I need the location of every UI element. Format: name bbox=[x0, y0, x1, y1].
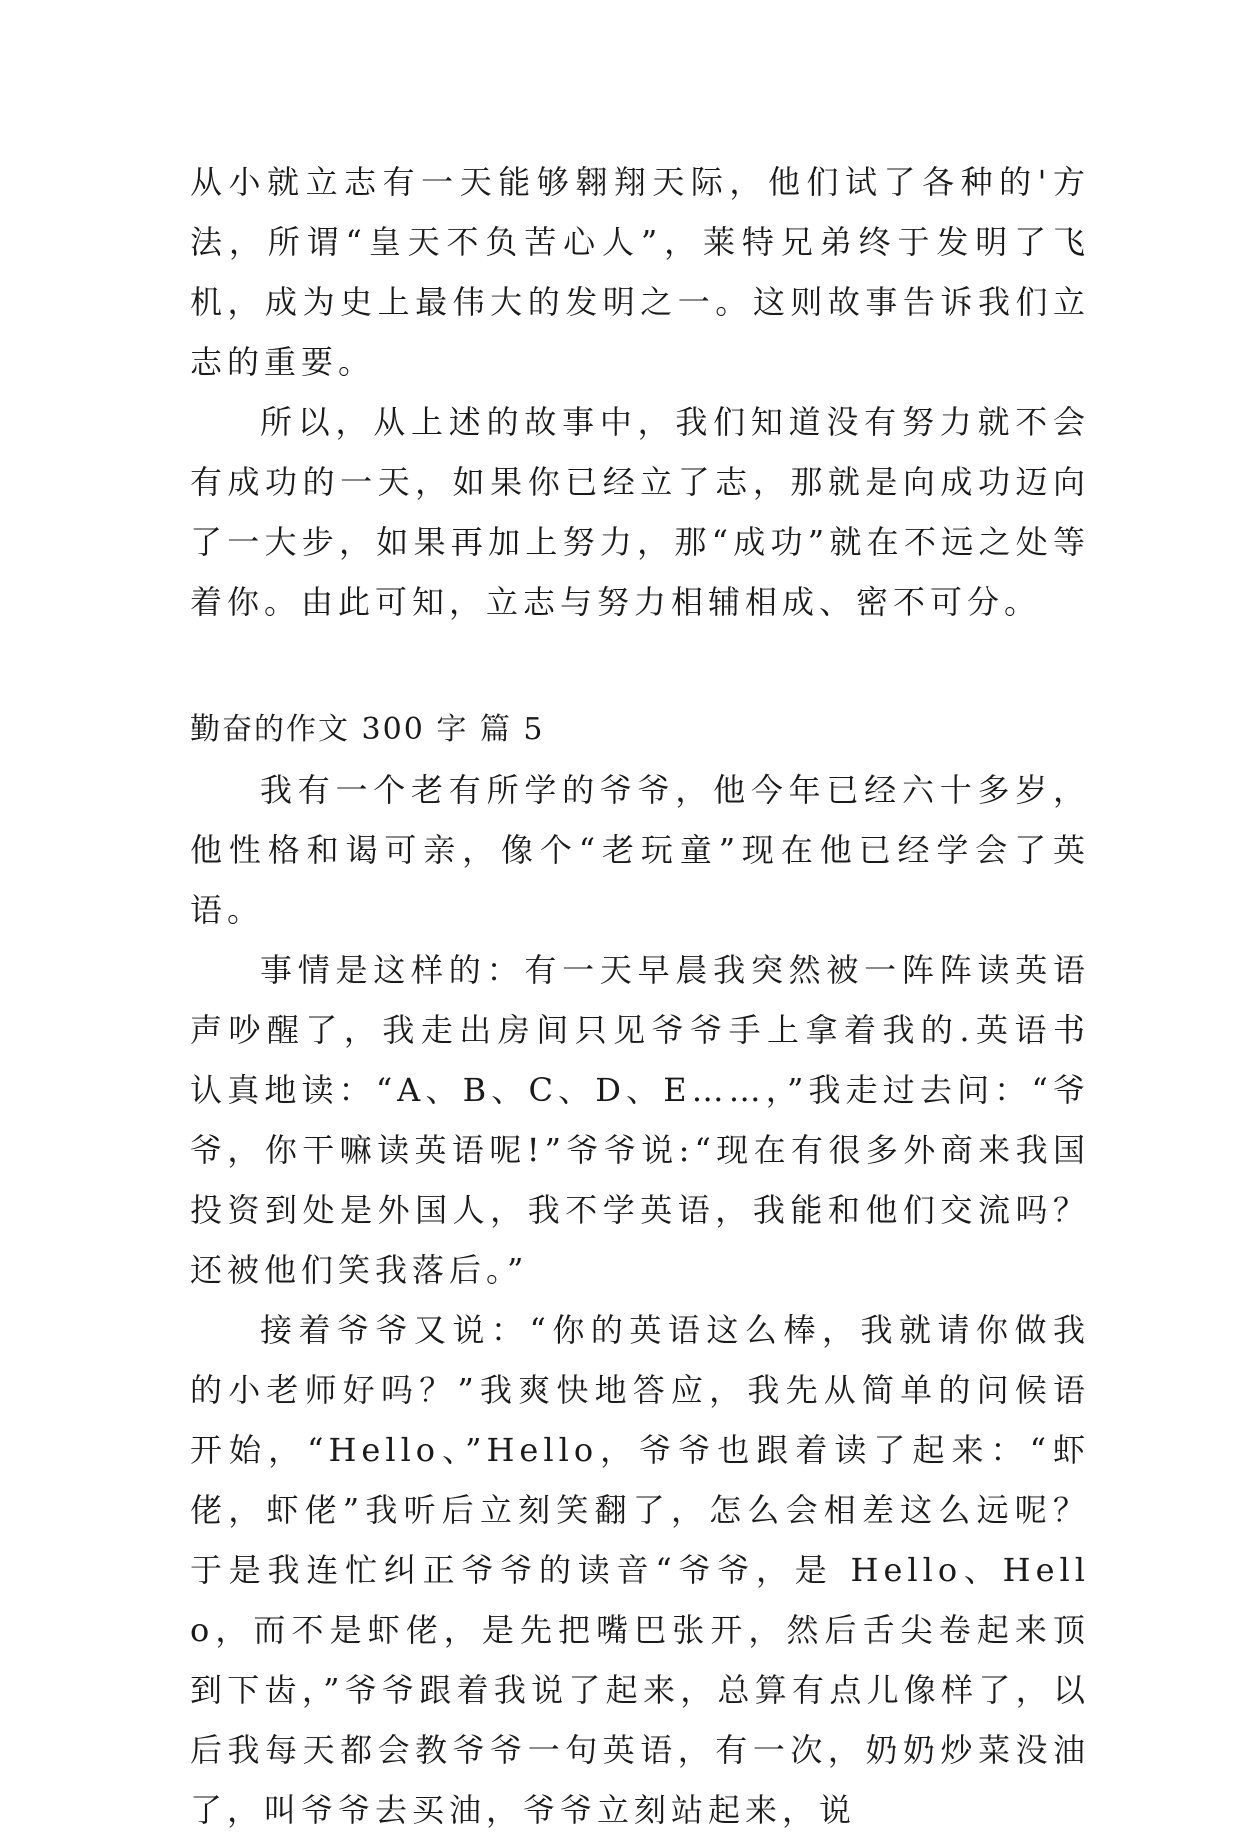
paragraph-story: 事情是这样的：有一天早晨我突然被一阵阵读英语声吵醒了，我走出房间只见爷爷手上拿着我的.英语书认真地读：“A、B、C、D、E……，”我走过去问：“爷爷，你干嘛读英语呢!”爷爷说:“现在有很多外商来我国投资到处是外国人，我不学英语，我能和他们交流吗？还被他们笑我落后。” bbox=[190, 951, 1090, 1289]
paragraph-intro: 我有一个老有所学的爷爷，他今年已经六十多岁，他性格和谒可亲，像个“老玩童”现在他已经学会了英语。 bbox=[190, 771, 1090, 929]
section-heading: 勤奋的作文 300 字 篇 5 bbox=[190, 712, 545, 747]
paragraph-lesson: 接着爷爷又说：“你的英语这么棒，我就请你做我的小老师好吗？”我爽快地答应，我先从简单的问候语开始，“Hello、”Hello，爷爷也跟着读了起来：“虾佬，虾佬”我听后立刻笑翻了，怎么会相差这么远呢？于是我连忙纠正爷爷的读音“爷爷，是 Hello、Hello，而不是虾佬，是先把嘴巴张开，然后舌尖卷起来顶到下齿，”爷爷跟着我说了起来，总算有点儿像样了，以后我每天都会教爷爷一句英语，有一次，奶奶炒菜没油了，叫爷爷去买油，爷爷立刻站起来，说 bbox=[190, 1311, 1090, 1829]
paragraph-continuation: 从小就立志有一天能够翱翔天际，他们试了各种的'方法，所谓“皇天不负苦心人”，莱特兄弟终于发明了飞机，成为史上最伟大的发明之一。这则故事告诉我们立志的重要。 bbox=[190, 163, 1090, 381]
document-body bbox=[190, 152, 1090, 1840]
paragraph-conclusion: 所以，从上述的故事中，我们知道没有努力就不会有成功的一天，如果你已经立了志，那就是向成功迈向了一大步，如果再加上努力，那“成功”就在不远之处等着你。由此可知，立志与努力相辅相成、密不可分。 bbox=[190, 403, 1090, 621]
